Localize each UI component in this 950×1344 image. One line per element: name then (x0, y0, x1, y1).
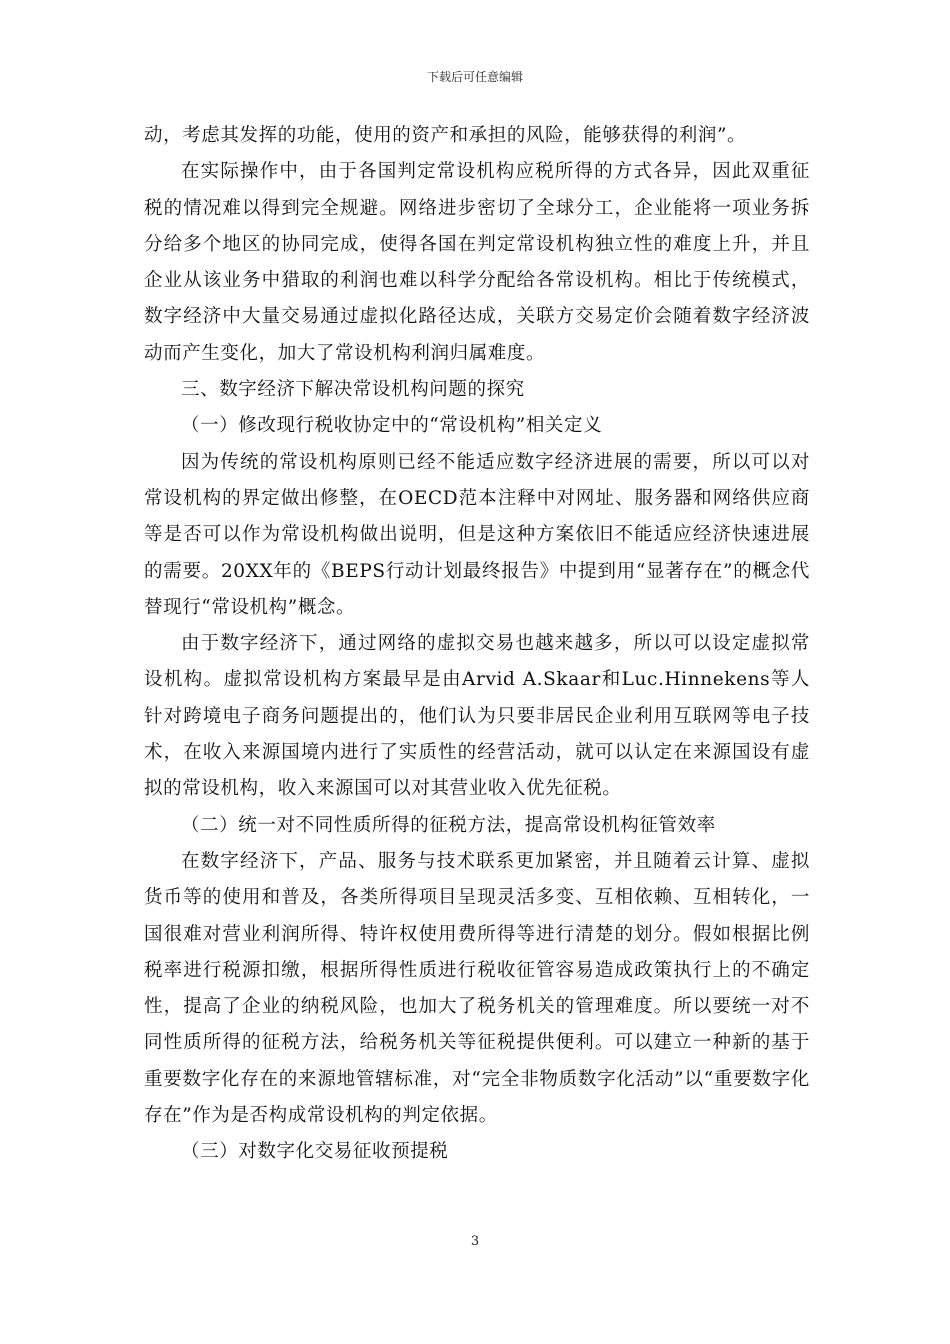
paragraph: 在数字经济下，产品、服务与技术联系更加紧密，并且随着云计算、虚拟货币等的使用和普及，各类所得项目呈现灵活多变、互相依赖、互相转化，一国很难对营业利润所得、特许权使用费所得等进行清楚的划分。假如根据比例税率进行税源扣缴，根据所得性质进行税收征管容易造成政策执行上的不确定性，提高了企业的纳税风险，也加大了税务机关的管理难度。所以要统一对不同性质所得的征税方法，给税务机关等征税提供便利。可以建立一种新的基于重要数字化存在的来源地管辖标准，对“完全非物质数字化活动”以“重要数字化存在”作为是否构成常设机构的判定依据。 (144, 850, 810, 1127)
section-heading: 三、数字经济下解决常设机构问题的探究 (181, 379, 525, 401)
subsection-heading: （一）修改现行税收协定中的“常设机构”相关定义 (181, 415, 603, 437)
document-body (144, 118, 810, 1171)
subsection-heading: （三）对数字化交易征收预提税 (181, 1141, 449, 1163)
paragraph: 由于数字经济下，通过网络的虚拟交易也越来越多，所以可以设定虚拟常设机构。虚拟常设机构方案最早是由Arvid A.Skaar和Luc.Hinnekens等人针对跨境电子商务问题提出的，他们认为只要非居民企业利用互联网等电子技术，在收入来源国境内进行了实质性的经营活动，就可以认定在来源国设有虚拟的常设机构，收入来源国可以对其营业收入优先征税。 (144, 633, 810, 800)
paragraph: 因为传统的常设机构原则已经不能适应数字经济进展的需要，所以可以对常设机构的界定做出修整，在OECD范本注释中对网址、服务器和网络供应商等是否可以作为常设机构做出说明，但是这种方案依旧不能适应经济快速进展的需要。20XX年的《BEPS行动计划最终报告》中提到用“显著存在”的概念代替现行“常设机构”概念。 (144, 451, 810, 618)
subsection-heading: （二）统一对不同性质所得的征税方法，提高常设机构征管效率 (181, 814, 716, 836)
page-header: 下载后可任意编辑 (426, 70, 523, 84)
page-number: 3 (470, 1234, 480, 1249)
paragraph: 在实际操作中，由于各国判定常设机构应税所得的方式各异，因此双重征税的情况难以得到完全规避。网络进步密切了全球分工，企业能将一项业务拆分给多个地区的协同完成，使得各国在判定常设机构独立性的难度上升，并且企业从该业务中猎取的利润也难以科学分配给各常设机构。相比于传统模式，数字经济中大量交易通过虚拟化路径达成，关联方交易定价会随着数字经济波动而产生变化，加大了常设机构利润归属难度。 (144, 161, 810, 364)
paragraph-continuation: 动，考虑其发挥的功能，使用的资产和承担的风险，能够获得的利润”。 (144, 125, 747, 146)
